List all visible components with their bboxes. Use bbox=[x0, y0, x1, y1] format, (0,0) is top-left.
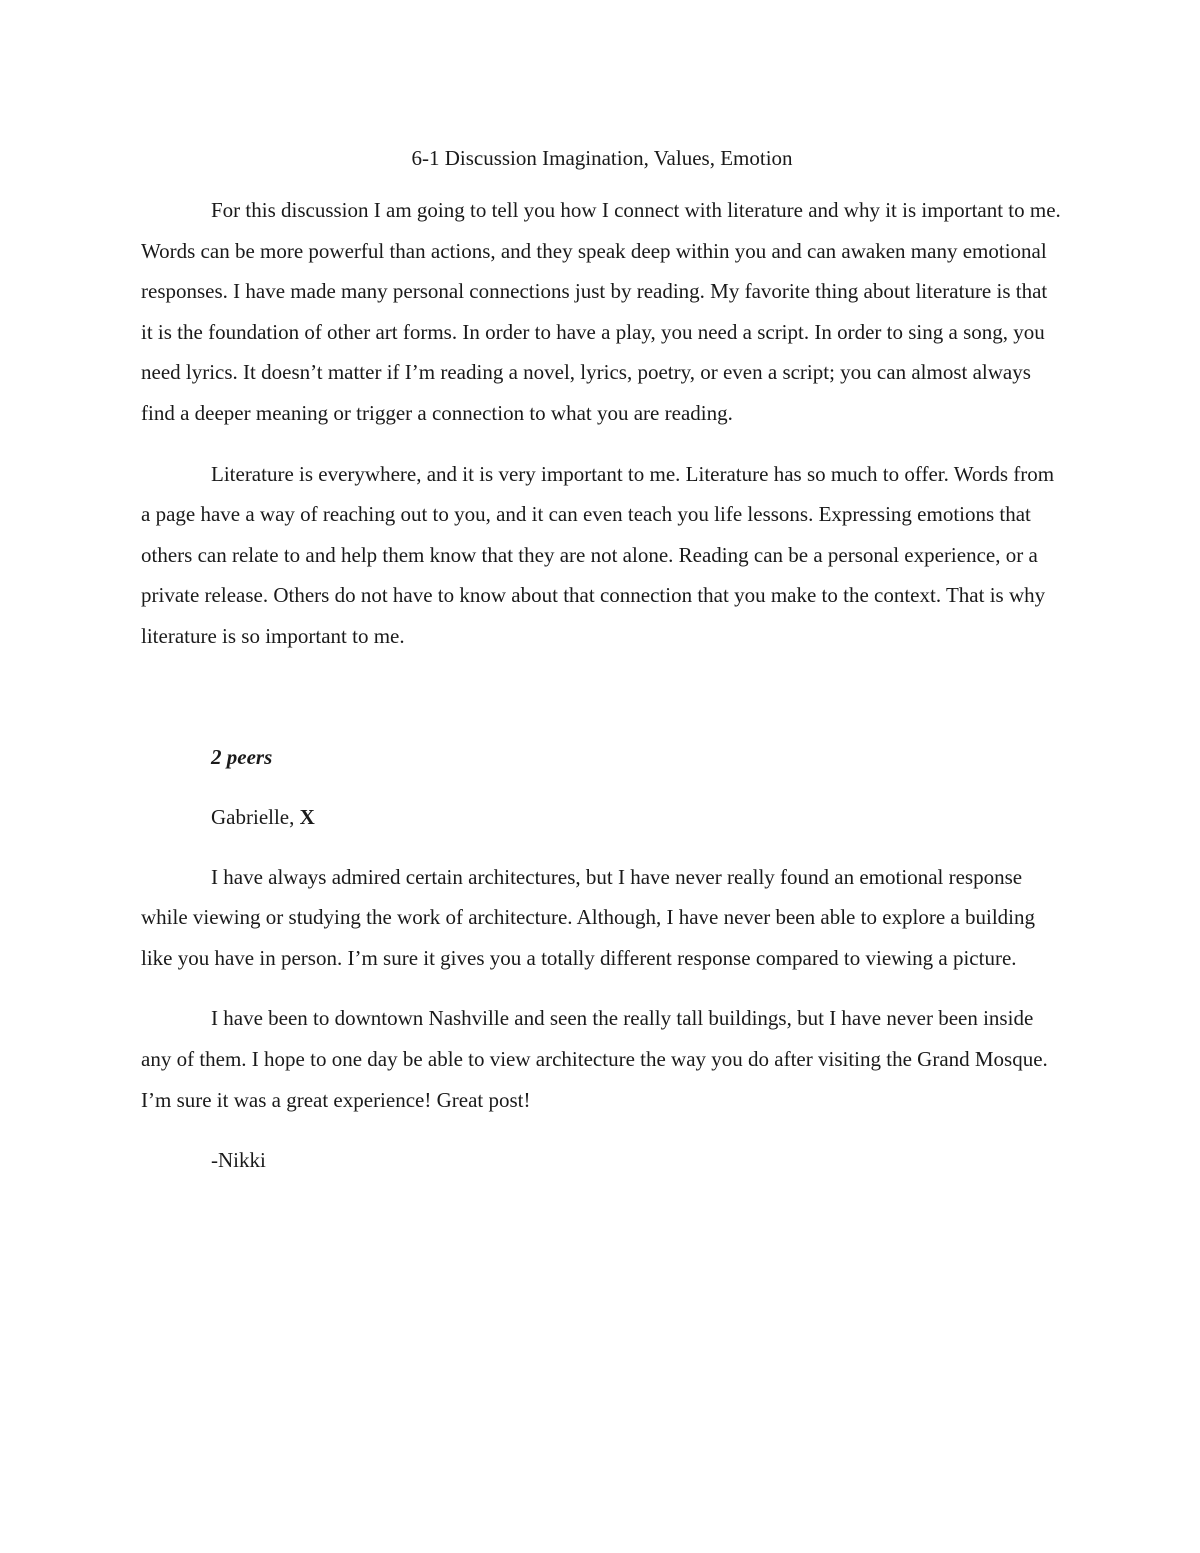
reply-recipient: Gabrielle, bbox=[211, 804, 295, 829]
document-title: 6-1 Discussion Imagination, Values, Emotion bbox=[411, 146, 793, 170]
section-gap bbox=[141, 677, 1063, 737]
reply-mark: X bbox=[299, 804, 315, 829]
reply-paragraph-2: I have been to downtown Nashville and seen the really tall buildings, but I have never been inside any of them. I hope to one day be able to view architecture the way you do after visiting the Grand Mosque. I’m sure it was a great experience! Great post! bbox=[141, 1006, 1048, 1112]
document-page bbox=[141, 138, 1063, 1200]
reply-recipient-line bbox=[211, 797, 1063, 837]
peers-heading: 2 peers bbox=[211, 744, 273, 769]
body-paragraph-2: Literature is everywhere, and it is very important to me. Literature has so much to offer. Words from a page have a way of reaching out to you, and it can even teach you life lessons. Expressing emotions that others can relate to and help them know that they are not alone. Reading can be a personal experience, or a private release. Others do not have to know about that connection that you make to the context. That is why literature is so important to me. bbox=[141, 461, 1055, 648]
reply-signature: -Nikki bbox=[211, 1148, 266, 1173]
body-paragraph-1: For this discussion I am going to tell you how I connect with literature and why it is important to me. Words can be more powerful than actions, and they speak deep within you and can awaken many emotional responses. I have made many personal connections just by reading. My favorite thing about literature is that it is the foundation of other art forms. In order to have a play, you need a script. In order to sing a song, you need lyrics. It doesn’t matter if I’m reading a novel, lyrics, poetry, or even a script; you can almost always find a deeper meaning or trigger a connection to what you are reading. bbox=[141, 198, 1061, 425]
reply-paragraph-1: I have always admired certain architectures, but I have never really found an emotional response while viewing or studying the work of architecture. Although, I have never been able to explore a building like you have in person. I’m sure it gives you a totally different response compared to viewing a picture. bbox=[141, 864, 1035, 970]
